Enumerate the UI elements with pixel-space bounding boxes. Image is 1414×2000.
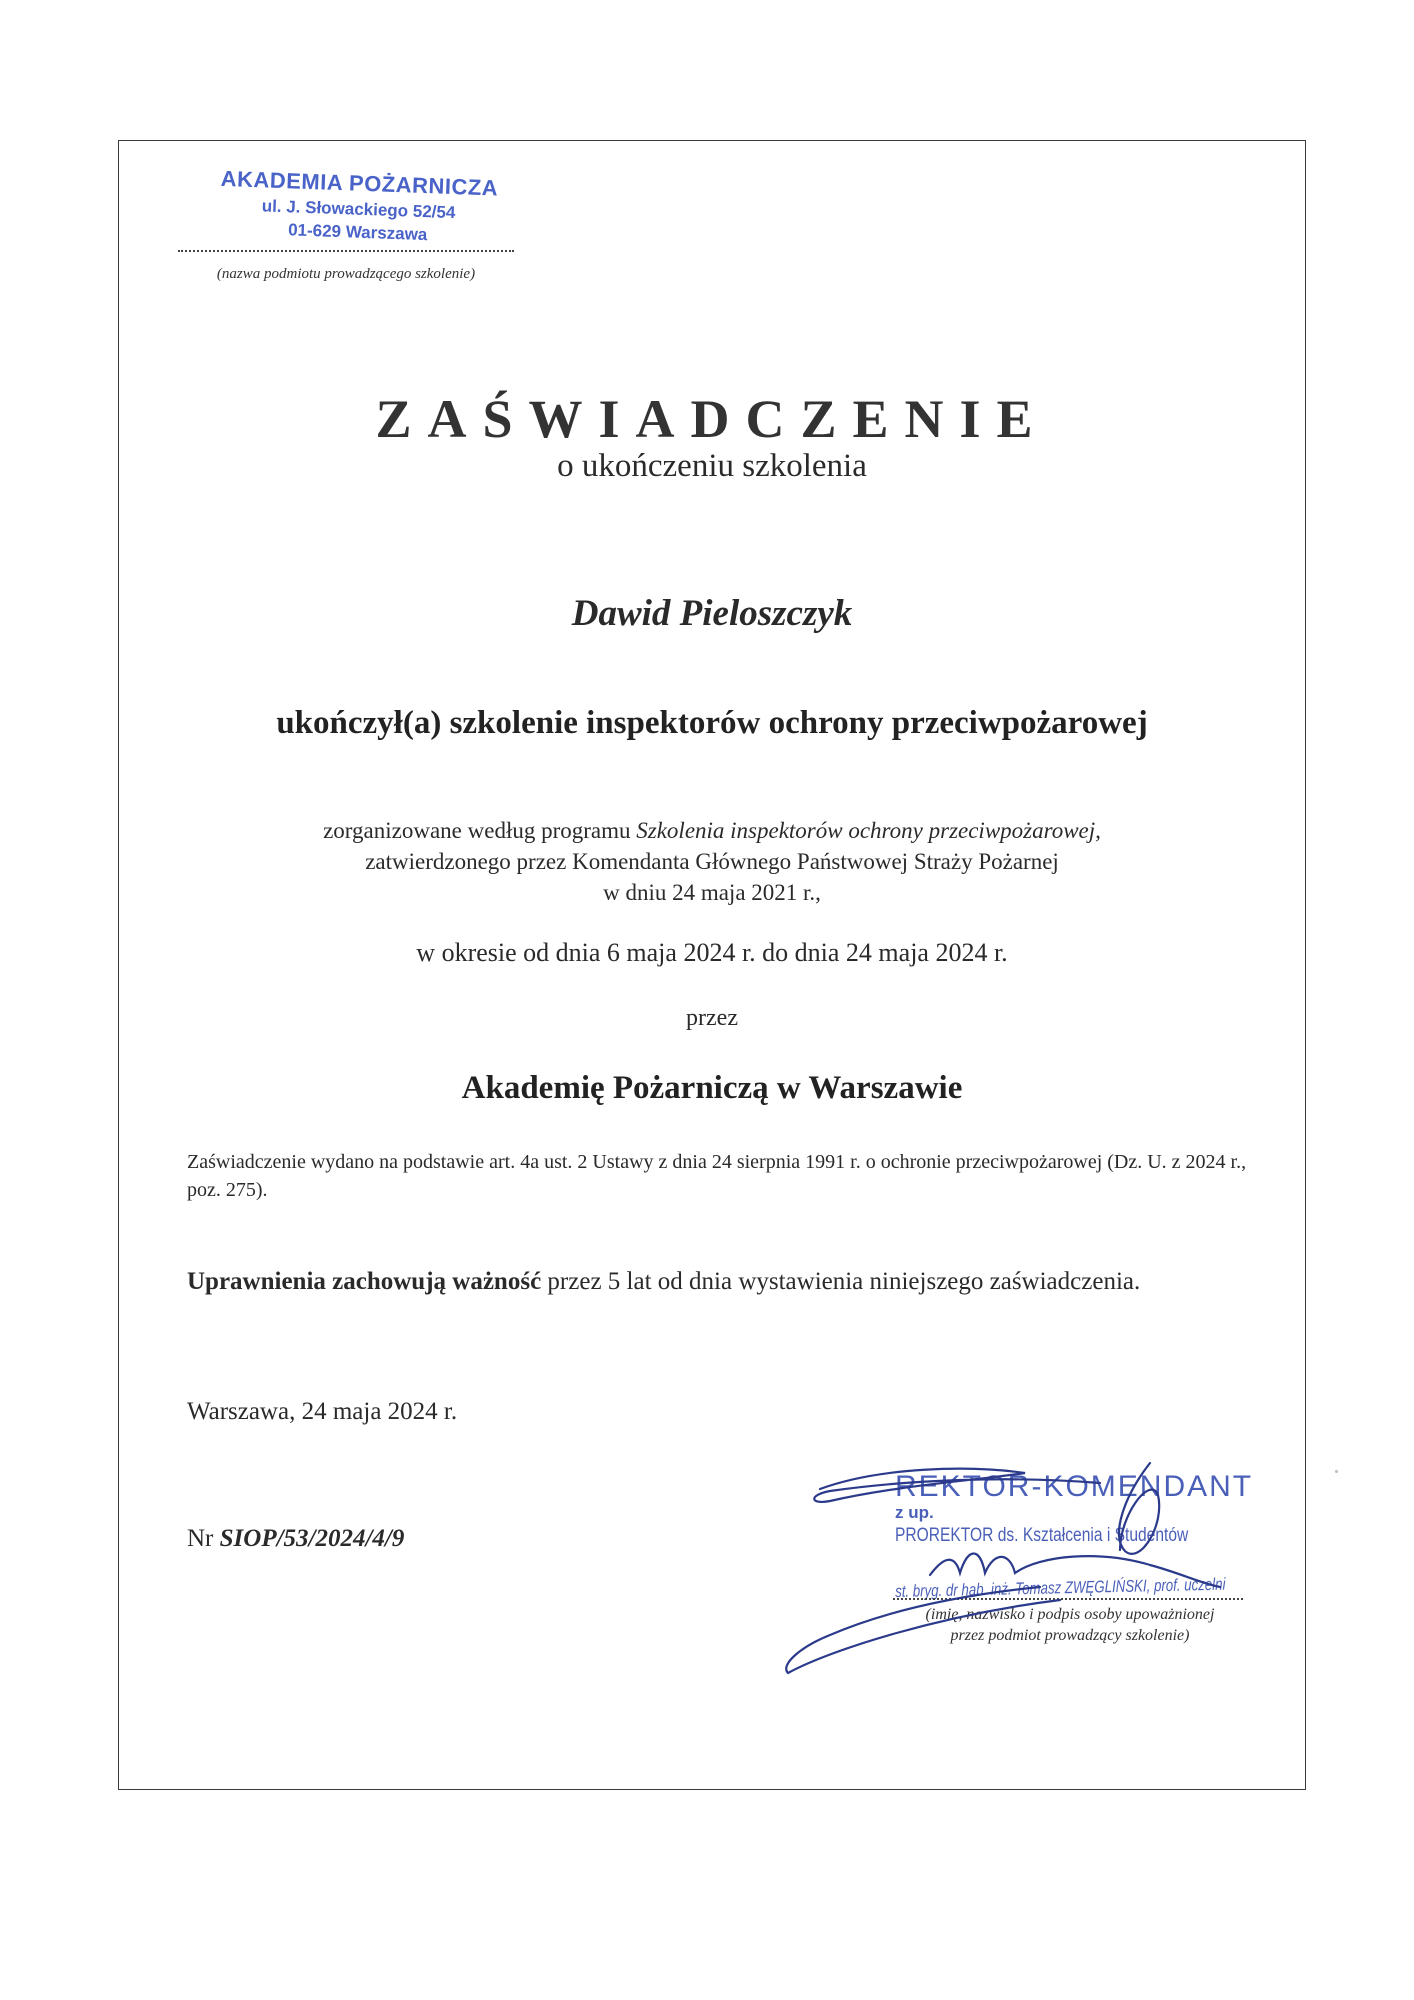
place-and-date: Warszawa, 24 maja 2024 r.	[187, 1398, 458, 1425]
scan-speck	[1335, 1470, 1338, 1473]
program-date: w dniu 24 maja 2021 r.,	[603, 880, 821, 905]
signature-dotted-line	[893, 1598, 1243, 1600]
signature-caption	[880, 1604, 1260, 1646]
signatory-stamp-name: st. bryg. dr hab. inż. Tomasz ZWĘGLIŃSKI, prof. uczelni	[895, 1574, 1226, 1601]
issuer-stamp	[192, 165, 524, 248]
validity-bold: Uprawnienia zachowują ważność	[187, 1268, 542, 1295]
document-title: ZAŚWIADCZENIE	[375, 389, 1049, 449]
issuer-stamp-name: AKADEMIA POŻARNICZA	[220, 165, 499, 201]
issuer-dotted-line	[178, 250, 514, 252]
training-period: w okresie od dnia 6 maja 2024 r. do dnia 24 maja 2024 r.	[416, 938, 1008, 967]
program-prefix: zorganizowane według programu	[323, 818, 631, 843]
signature-caption-line-2: przez podmiot prowadzący szkolenie)	[950, 1627, 1190, 1644]
issuer-stamp-city: 01-629 Warszawa	[287, 220, 428, 245]
organizer-name: Akademię Pożarniczą w Warszawie	[461, 1070, 963, 1106]
signatory-stamp	[895, 1470, 1295, 1601]
program-name: Szkolenia inspektorów ochrony przeciwpożarowej,	[636, 818, 1101, 843]
program-approved: zatwierdzonego przez Komendanta Głównego Państwowej Straży Pożarnej	[365, 849, 1059, 874]
signatory-stamp-title: REKTOR-KOMENDANT	[895, 1470, 1254, 1503]
document-subtitle: o ukończeniu szkolenia	[557, 448, 867, 484]
program-paragraph	[118, 815, 1306, 908]
legal-basis: Zaświadczenie wydano na podstawie art. 4a ust. 2 Ustawy z dnia 24 sierpnia 1991 r. o ochronie przeciwpożarowej (Dz. U. z 2024 r., poz. 275).	[187, 1151, 1247, 1201]
by-label: przez	[686, 1005, 738, 1031]
validity-statement	[187, 1268, 1287, 1296]
program-line-1	[118, 815, 1306, 846]
validity-rest: przez 5 lat od dnia wystawienia niniejszego zaświadczenia.	[547, 1268, 1141, 1295]
issuer-caption: (nazwa podmiotu prowadzącego szkolenie)	[216, 266, 476, 282]
number-value: SIOP/53/2024/4/9	[219, 1525, 405, 1552]
number-prefix: Nr	[187, 1525, 214, 1552]
signatory-stamp-role: PROREKTOR ds. Kształcenia i Studentów	[895, 1525, 1189, 1546]
issuer-stamp-street: ul. J. Słowackiego 52/54	[261, 196, 456, 223]
certificate-number	[187, 1525, 404, 1553]
recipient-name: Dawid Pieloszczyk	[571, 593, 853, 634]
signature-caption-line-1: (imię, nazwisko i podpis osoby upoważnionej	[925, 1606, 1215, 1623]
signatory-stamp-zup: z up.	[895, 1503, 934, 1522]
course-statement: ukończył(a) szkolenie inspektorów ochrony przeciwpożarowej	[276, 705, 1148, 741]
